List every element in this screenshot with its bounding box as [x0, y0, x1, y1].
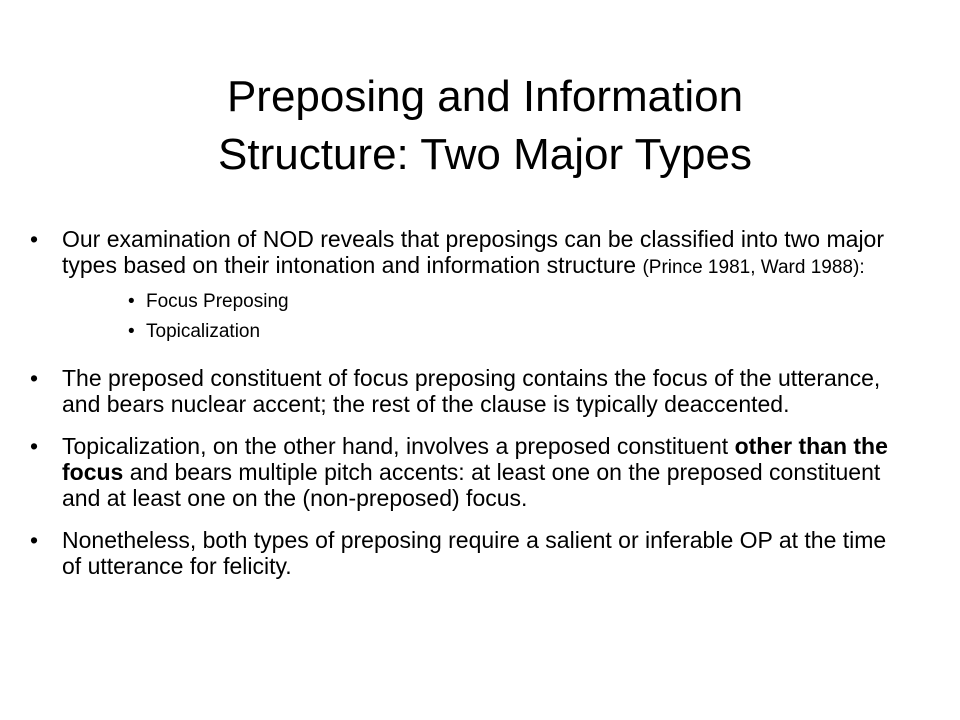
bullet-text-continued: and bears multiple pitch accents: at least one on the preposed constituent and at least one on the (non-preposed) focus.	[62, 459, 881, 511]
bullet-marker: •	[30, 433, 39, 459]
sub-item-focus-preposing	[30, 287, 900, 317]
sub-item-label: Focus Preposing	[146, 291, 289, 312]
bullet-marker: •	[30, 527, 39, 553]
bullet-topicalization	[30, 433, 900, 511]
title-line-1: Preposing and Information	[226, 72, 744, 121]
bullet-text: Nonetheless, both types of preposing require a salient or inferable OP at the time of utterance for felicity.	[62, 527, 887, 579]
sub-bullet-marker: •	[128, 321, 135, 342]
slide-body	[30, 226, 900, 579]
sub-item-label: Topicalization	[146, 321, 261, 342]
bullet-emphasis: other than the focus	[62, 433, 888, 485]
title-line-2: Structure: Two Major Types	[218, 130, 752, 179]
bullet-text: Our examination of NOD reveals that preposings can be classified into two major types based on their intonation and information structure	[62, 226, 885, 278]
sub-item-topicalization	[30, 317, 900, 347]
bullet-felicity	[30, 527, 900, 579]
bullet-marker: •	[30, 365, 39, 391]
sub-bullet-marker: •	[128, 291, 135, 312]
bullet-citation: (Prince 1981, Ward 1988):	[642, 257, 865, 278]
bullet-classification	[30, 226, 900, 281]
bullet-text: The preposed constituent of focus preposing contains the focus of the utterance, and bears nuclear accent; the rest of the clause is typically deaccented.	[62, 365, 881, 417]
bullet-text: Topicalization, on the other hand, involves a preposed constituent	[62, 433, 735, 459]
bullet-marker: •	[30, 226, 39, 252]
bullet-focus-preposing	[30, 365, 900, 417]
slide-title	[80, 68, 890, 184]
